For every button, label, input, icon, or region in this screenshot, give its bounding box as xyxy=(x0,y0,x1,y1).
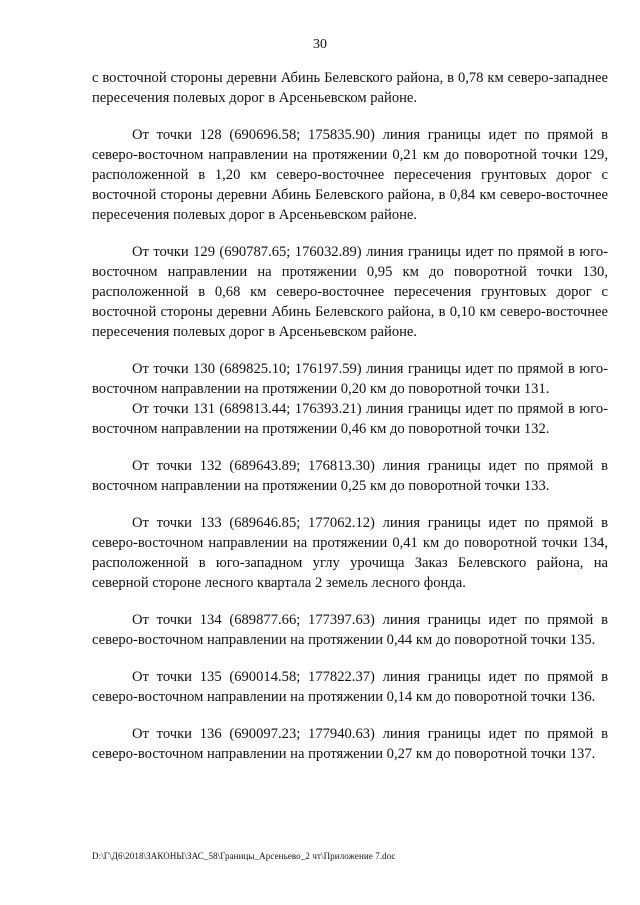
paragraph-point-134: От точки 134 (689877.66; 177397.63) линия границы идет по прямой в северо-восточном направлении на протяжении 0,44 км до поворотной точки 135. xyxy=(92,612,608,648)
paragraph-point-130: От точки 130 (689825.10; 176197.59) линия границы идет по прямой в юго-восточном направлении на протяжении 0,20 км до поворотной точки 131. xyxy=(92,361,608,397)
paragraph-continuation: с восточной стороны деревни Абинь Белевского района, в 0,78 км северо-западнее пересечения полевых дорог в Арсеньевском районе. xyxy=(92,70,608,106)
paragraph-point-136: От точки 136 (690097.23; 177940.63) линия границы идет по прямой в северо-восточном направлении на протяжении 0,27 км до поворотной точки 137. xyxy=(92,726,608,762)
footer-file-path: D:\Г\Д6\2018\ЗАКОНЫ\ЗАС_58\Границы_Арсеньево_2 чт\Приложение 7.doc xyxy=(92,851,396,861)
paragraph-point-135: От точки 135 (690014.58; 177822.37) линия границы идет по прямой в северо-восточном направлении на протяжении 0,14 км до поворотной точки 136. xyxy=(92,669,608,705)
paragraph-point-131: От точки 131 (689813.44; 176393.21) линия границы идет по прямой в юго-восточном направлении на протяжении 0,46 км до поворотной точки 132. xyxy=(92,401,608,437)
document-body xyxy=(92,68,608,781)
page-number: 30 xyxy=(313,37,327,52)
paragraph-point-132: От точки 132 (689643.89; 176813.30) линия границы идет по прямой в восточном направлении на протяжении 0,25 км до поворотной точки 133. xyxy=(92,458,608,494)
paragraph-point-128: От точки 128 (690696.58; 175835.90) линия границы идет по прямой в северо-восточном направлении на протяжении 0,21 км до поворотной точки 129, расположенной в 1,20 км северо-восточнее пересечения грунтовых дорог с восточной стороны деревни Абинь Белевского района, в 0,84 км северо-восточнее пересечения полевых дорог в Арсеньевском районе. xyxy=(92,127,608,223)
paragraph-point-133: От точки 133 (689646.85; 177062.12) линия границы идет по прямой в северо-восточном направлении на протяжении 0,41 км до поворотной точки 134, расположенной в юго-западном углу урочища Заказ Белевского района, на северной стороне лесного квартала 2 земель лесного фонда. xyxy=(92,515,608,591)
paragraph-point-129: От точки 129 (690787.65; 176032.89) линия границы идет по прямой в юго-восточном направлении на протяжении 0,95 км до поворотной точки 130, расположенной в 0,68 км северо-восточнее пересечения грунтовых дорог с восточной стороны деревни Абинь Белевского района, в 0,10 км северо-восточнее пересечения полевых дорог в Арсеньевском районе. xyxy=(92,244,608,340)
